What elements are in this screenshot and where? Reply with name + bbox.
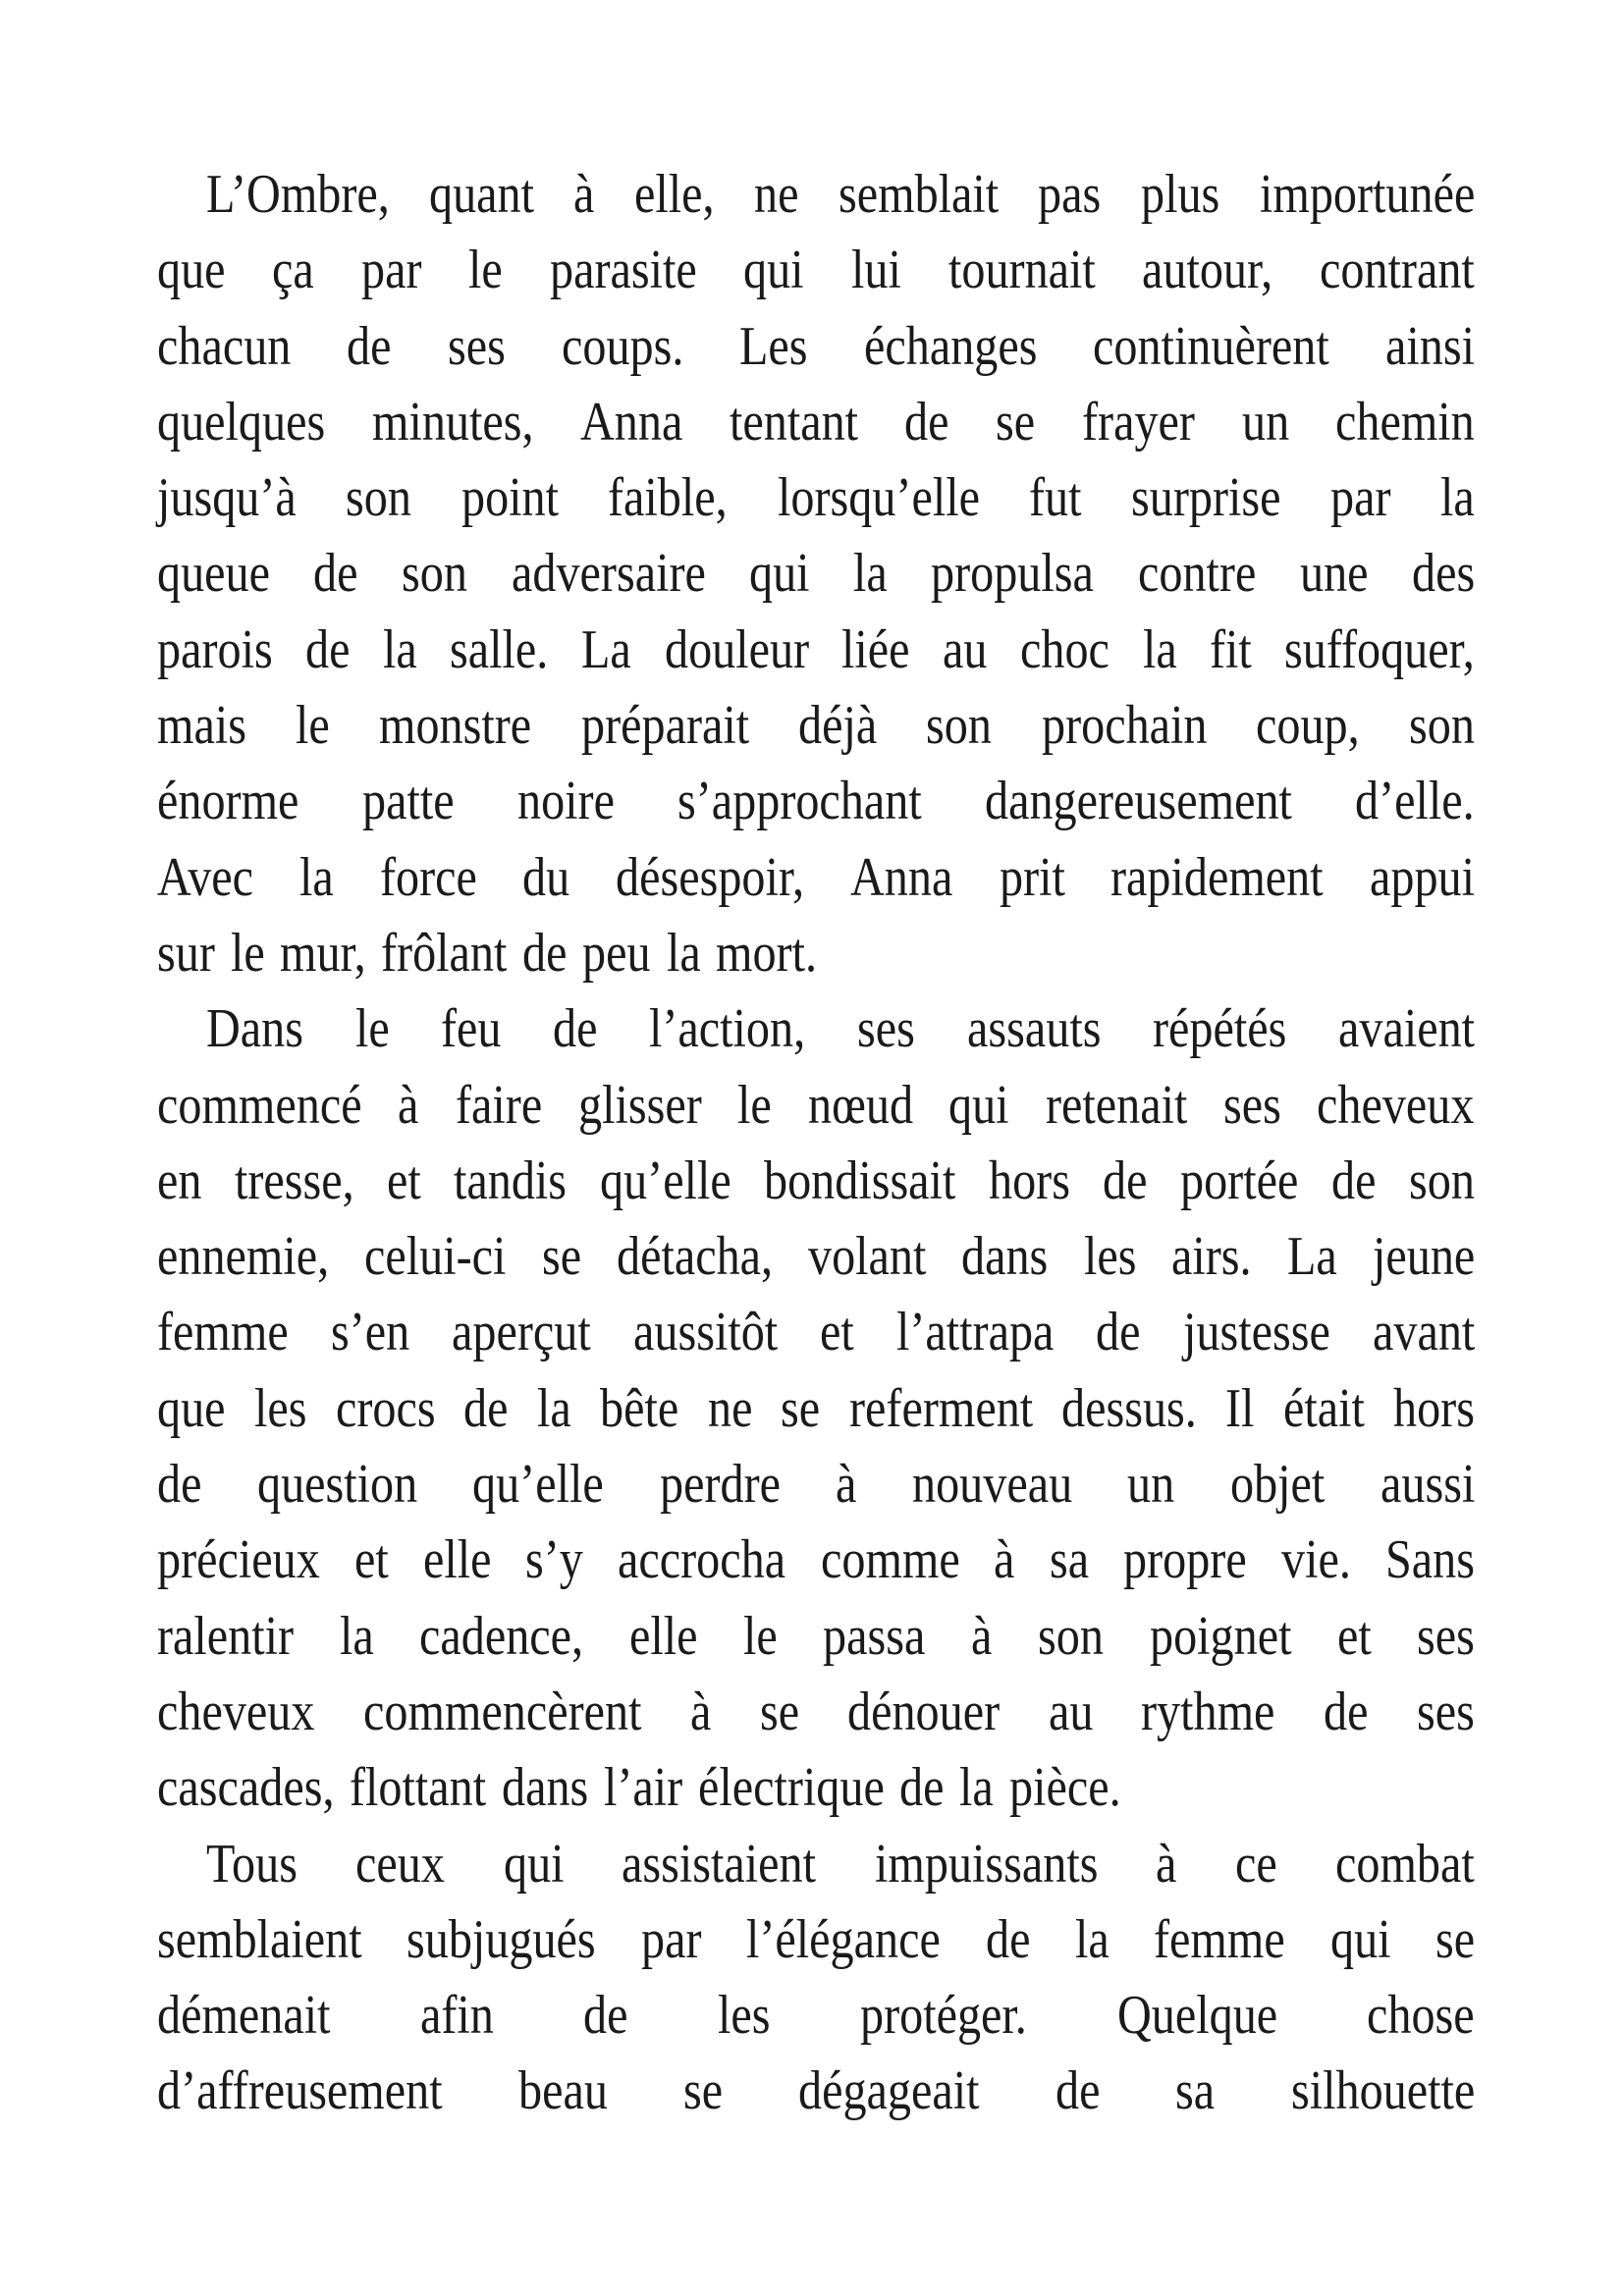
paragraph-2 [157,991,1475,1826]
text-line [157,309,1475,385]
word: jusqu’à [157,467,297,529]
word: dans [961,1226,1049,1288]
word: autour, [1142,240,1273,301]
word: aperçut [452,1302,591,1363]
word: femme [1154,1908,1285,1970]
word: de [1331,1149,1377,1211]
word: avaient [1337,998,1475,1060]
word: ses [857,998,916,1060]
word: contre [1137,543,1257,605]
text-line [157,460,1475,536]
word: qui [1329,1908,1391,1970]
word: mur, [279,922,366,984]
word: frayer [1082,391,1195,453]
word: par [360,240,422,301]
word: qui [743,240,805,301]
word: feu [441,998,502,1060]
word: force [379,846,477,908]
word: de [1096,1302,1141,1363]
word: répétés [1152,998,1287,1060]
word: glisser [577,1074,702,1136]
word: de [985,1908,1030,1970]
word: queue [157,543,270,605]
word: Anna [850,846,953,908]
word: cheveux [1317,1074,1475,1136]
word: parois [157,618,273,680]
word: mais [157,695,246,757]
word: s’en [330,1302,409,1363]
word: objet [1229,1454,1326,1516]
word: échanges [863,315,1038,377]
word: une [1299,543,1369,605]
word: ne [754,164,799,225]
word: l’air [603,1757,683,1819]
word: se [682,2060,723,2122]
word: surprise [1131,467,1281,529]
word: que [157,240,226,301]
word: à [836,1454,857,1516]
word: faire [455,1074,542,1136]
word: aussitôt [632,1302,778,1363]
word: chemin [1335,391,1475,453]
text-line [157,764,1475,839]
word: de [522,922,568,984]
word: salle. [450,618,549,680]
text-line [157,1750,1475,1826]
word: jeune [1372,1226,1475,1288]
text-line [157,991,1475,1067]
word: pièce. [1008,1757,1121,1819]
word: afin [420,1985,494,2047]
paragraph-3 [157,1827,1475,2130]
word: perdre [659,1454,781,1516]
word: s’approchant [677,771,922,832]
word: rythme [1141,1681,1275,1742]
word: patte [361,771,455,832]
word: ceux [355,1833,446,1895]
word: adversaire [511,543,706,605]
word: la [339,1605,374,1667]
word: bondissait [764,1149,956,1211]
word: Sans [1385,1529,1476,1591]
word: justesse [1182,1302,1330,1363]
word: à [689,1681,712,1742]
text-line [157,688,1475,764]
word: referment [848,1377,1033,1439]
text-line [157,916,1475,991]
word: la [298,846,334,908]
word: la [537,1377,571,1439]
word: des [1411,543,1475,605]
word: importunée [1259,164,1475,225]
word: assistaient [622,1833,817,1895]
word: au [1048,1681,1093,1742]
text-line [157,1827,1475,1902]
word: nouveau [911,1454,1072,1516]
word: de [904,391,949,453]
word: quant [429,164,535,225]
word: choc [1020,618,1110,680]
word: son [346,467,412,529]
text-line [157,840,1475,916]
word: qu’elle [472,1454,605,1516]
word: à [971,1605,993,1667]
word: parasite [549,240,697,301]
word: femme [157,1302,289,1363]
word: la [959,1757,995,1819]
word: s’y [525,1529,584,1591]
text-line [157,1902,1475,1978]
word: de [157,1454,202,1516]
word: son [402,543,468,605]
word: à [398,1074,419,1136]
word: se [759,1681,799,1742]
word: propre [1123,1529,1247,1591]
word: le [296,695,330,757]
word: et [1336,1605,1372,1667]
word: Tous [206,1833,298,1895]
word: sa [1049,1529,1090,1591]
word: commencé [157,1074,362,1136]
word: celui-ci [364,1226,507,1288]
word: tandis [454,1149,568,1211]
word: la [853,543,888,605]
word: cheveux [157,1681,315,1742]
word: de [553,998,598,1060]
word: l’élégance [745,1908,941,1970]
word: ses [1222,1074,1281,1136]
word: le [354,998,390,1060]
word: tournait [947,240,1096,301]
text-line [157,385,1475,460]
word: les [253,1377,307,1439]
word: à [1156,1833,1177,1895]
word: elle, [634,164,715,225]
word: au [943,618,988,680]
word: son [1408,1149,1475,1211]
word: lorsqu’elle [777,467,980,529]
word: fit [1209,618,1252,680]
text-line [157,1144,1475,1219]
word: de [1103,1149,1148,1211]
word: peu [582,922,652,984]
word: hors [988,1149,1070,1211]
word: un [1127,1454,1175,1516]
body-text [157,157,1475,2130]
word: qui [948,1074,1009,1136]
word: coups. [561,315,684,377]
word: douleur [664,618,809,680]
word: à [573,164,595,225]
word: la [383,618,417,680]
word: ce [1235,1833,1277,1895]
text-line [157,2054,1475,2129]
word: se [781,1377,821,1439]
word: que [157,1377,226,1439]
word: portée [1180,1149,1299,1211]
word: précieux [157,1529,320,1591]
word: noire [516,771,615,832]
word: silhouette [1290,2060,1475,2122]
word: cadence, [419,1605,584,1667]
word: sa [1175,2060,1216,2122]
word: son [1038,1605,1104,1667]
word: démenait [157,1985,331,2047]
word: de [899,1757,945,1819]
text-line [157,613,1475,688]
word: plus [1140,164,1220,225]
word: elle [628,1605,698,1667]
word: de [313,543,358,605]
word: déjà [797,695,878,757]
word: Anna [579,391,683,453]
word: semblaient [157,1908,362,1970]
word: son [926,695,993,757]
word: la [1142,618,1177,680]
word: un [1241,391,1289,453]
word: quelques [157,391,326,453]
word: chacun [157,315,292,377]
word: préparait [580,695,749,757]
word: minutes, [371,391,534,453]
word: protéger. [860,1985,1028,2047]
word: coup, [1256,695,1360,757]
text-line [157,1219,1475,1295]
text-line [157,1599,1475,1675]
word: pas [1038,164,1102,225]
word: dénouer [847,1681,1001,1742]
word: passa [823,1605,926,1667]
word: comme [820,1529,960,1591]
word: suffoquer, [1284,618,1475,680]
word: Quelque [1116,1985,1277,2047]
word: impuissants [874,1833,1099,1895]
word: la [666,922,701,984]
word: l’action, [649,998,806,1060]
text-line [157,1447,1475,1522]
word: Dans [206,998,303,1060]
word: beau [517,2060,608,2122]
word: sur [157,922,215,984]
text-line [157,157,1475,233]
word: La [1286,1226,1337,1288]
text-line [157,1295,1475,1370]
word: par [1330,467,1391,529]
word: vie. [1281,1529,1351,1591]
text-line [157,1068,1475,1144]
word: ennemie, [157,1226,330,1288]
word: L’Ombre, [206,164,390,225]
word: poignet [1149,1605,1292,1667]
word: et [353,1529,389,1591]
word: le [737,1074,772,1136]
word: ralentir [157,1605,295,1667]
word: et [387,1149,421,1211]
word: de [347,315,392,377]
word: Il [1225,1377,1255,1439]
word: monstre [379,695,532,757]
word: et [819,1302,854,1363]
word: airs. [1171,1226,1252,1288]
text-line [157,233,1475,308]
text-line [157,1371,1475,1447]
word: semblait [838,164,1000,225]
word: accrocha [618,1529,786,1591]
word: qui [749,543,810,605]
word: propulsa [931,543,1095,605]
word: son [1409,695,1476,757]
word: retenait [1045,1074,1188,1136]
word: d’elle. [1355,771,1475,832]
word: détacha, [616,1226,773,1288]
word: ses [1417,1681,1475,1742]
word: contrant [1320,240,1475,301]
word: les [718,1985,771,2047]
word: dangereusement [985,771,1292,832]
word: fut [1029,467,1082,529]
word: combat [1335,1833,1475,1895]
word: cascades, [157,1757,335,1819]
word: se [996,391,1036,453]
word: point [460,467,559,529]
word: de [1055,2060,1101,2122]
word: de [1324,1681,1369,1742]
word: ne [707,1377,753,1439]
word: de [463,1377,509,1439]
word: faible, [608,467,729,529]
word: était [1282,1377,1365,1439]
word: les [1083,1226,1137,1288]
paragraph-1 [157,157,1475,991]
word: crocs [335,1377,436,1439]
word: ses [447,315,506,377]
word: lui [850,240,901,301]
word: appui [1369,846,1475,908]
word: le [230,922,265,984]
word: la [1440,467,1476,529]
word: de [305,618,351,680]
text-line [157,536,1475,612]
word: à [994,1529,1015,1591]
word: mort. [716,922,818,984]
word: ainsi [1385,315,1475,377]
word: énorme [157,771,299,832]
word: bête [600,1377,679,1439]
word: désespoir, [616,846,805,908]
word: frôlant [381,922,508,984]
word: le [468,240,504,301]
word: ses [1417,1605,1475,1667]
word: flottant [350,1757,487,1819]
word: l’attrapa [895,1302,1055,1363]
word: d’affreusement [157,2060,443,2122]
word: aussi [1380,1454,1476,1516]
word: qui [503,1833,565,1895]
word: subjugués [406,1908,596,1970]
word: électrique [697,1757,885,1819]
word: de [583,1985,628,2047]
word: prit [999,846,1065,908]
word: assauts [966,998,1102,1060]
word: prochain [1041,695,1207,757]
word: volant [807,1226,927,1288]
word: du [522,846,570,908]
word: Les [739,315,808,377]
word: chose [1367,1985,1475,2047]
word: liée [841,618,910,680]
word: commencèrent [362,1681,642,1742]
word: tresse, [234,1149,354,1211]
word: par [640,1908,702,1970]
word: question [256,1454,418,1516]
word: dessus. [1061,1377,1197,1439]
word: continuèrent [1093,315,1329,377]
word: la [1074,1908,1110,1970]
word: hors [1392,1377,1475,1439]
text-line [157,1522,1475,1598]
word: en [157,1149,202,1211]
word: le [742,1605,778,1667]
word: La [581,618,632,680]
word: elle [422,1529,492,1591]
text-line [157,1978,1475,2054]
text-line [157,1675,1475,1750]
word: tentant [729,391,858,453]
word: se [1435,1908,1476,1970]
word: avant [1372,1302,1475,1363]
word: ça [272,240,315,301]
word: nœud [807,1074,913,1136]
word: Avec [157,846,254,908]
word: qu’elle [599,1149,731,1211]
word: rapidement [1110,846,1325,908]
word: dégageait [798,2060,980,2122]
word: se [541,1226,581,1288]
word: dans [501,1757,589,1819]
